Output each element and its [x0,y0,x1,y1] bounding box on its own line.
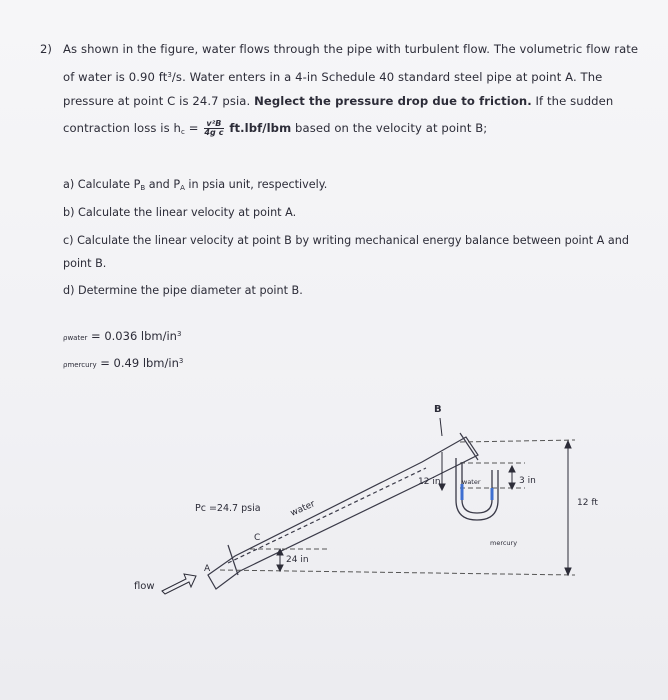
item-b: b) Calculate the linear velocity at point A. [63,206,297,219]
question-number: 2) [40,42,52,56]
label-c: C [254,533,261,543]
mercury-density-label: ρmercury [63,361,97,369]
dim-12ft-arrow-down [565,568,571,575]
dim-12in-text: 12 in [418,477,441,487]
section-b-line [460,433,478,460]
flow-rate-exponent: 3 [167,71,172,79]
pipe-water-label: water [289,499,317,519]
flow-arrow-icon [162,574,196,594]
dim-24in-arrow-down [277,565,283,571]
label-a: A [204,564,211,574]
water-density-value: = 0.036 lbm/in [87,329,177,343]
label-b: B [434,404,442,415]
fraction-denominator: 4g c [204,128,224,137]
item-c: c) Calculate the linear velocity at point B by writing mechanical energy balance between point A and [63,234,629,247]
contraction-text: If the sudden [531,94,614,108]
pressure-text: pressure at point C is 24.7 psia. [63,94,255,108]
dim-12ft-arrow-up [565,441,571,448]
loss-text: contraction loss is h [63,121,181,135]
friction-note: Neglect the pressure drop due to friction. [254,94,532,108]
question-line-1: As shown in the figure, water flows through the pipe with turbulent flow. The volumetric flow rate [63,42,639,56]
flow-label: flow [134,581,155,592]
point-b-leader [440,418,442,436]
dim-3in-text: 3 in [519,476,536,486]
item-a-sub-b: B [140,184,146,192]
manometer-water-label: water [462,478,481,486]
mercury-label: mercury [490,539,518,547]
mercury-density-exponent: 3 [178,357,184,365]
item-a-end: in psia unit, respectively. [184,178,328,191]
mercury-density-value: = 0.49 lbm/in [96,356,179,370]
loss-unit: ft.lbf/lbm [229,121,292,135]
fraction-numerator: v²B [204,120,223,129]
flow-rate-text: of water is 0.90 ft [63,70,168,84]
water-density-label: ρwater [63,334,88,342]
velocity-note: based on the velocity at point B; [291,121,488,135]
pc-label: Pc =24.7 psia [195,503,261,514]
item-a-text: a) Calculate P [63,178,141,191]
water-density-exponent: 3 [176,330,182,338]
dim-3in-arrow-up [509,466,515,472]
dim-12ft-text: 12 ft [577,498,598,508]
equals-sign: = [184,121,203,135]
loss-subscript: c [180,128,185,136]
dim-24in-text: 24 in [286,555,309,565]
item-d: d) Determine the pipe diameter at point B. [63,284,303,297]
item-c-continued: point B. [63,257,107,270]
flow-rate-text-end: /s. Water enters in a 4-in Schedule 40 standard steel pipe at point A. The [171,70,603,84]
datum-line [220,570,575,575]
item-a-sub-a: A [180,184,185,192]
top-level-line [460,440,575,442]
item-a-mid: and P [145,178,181,191]
